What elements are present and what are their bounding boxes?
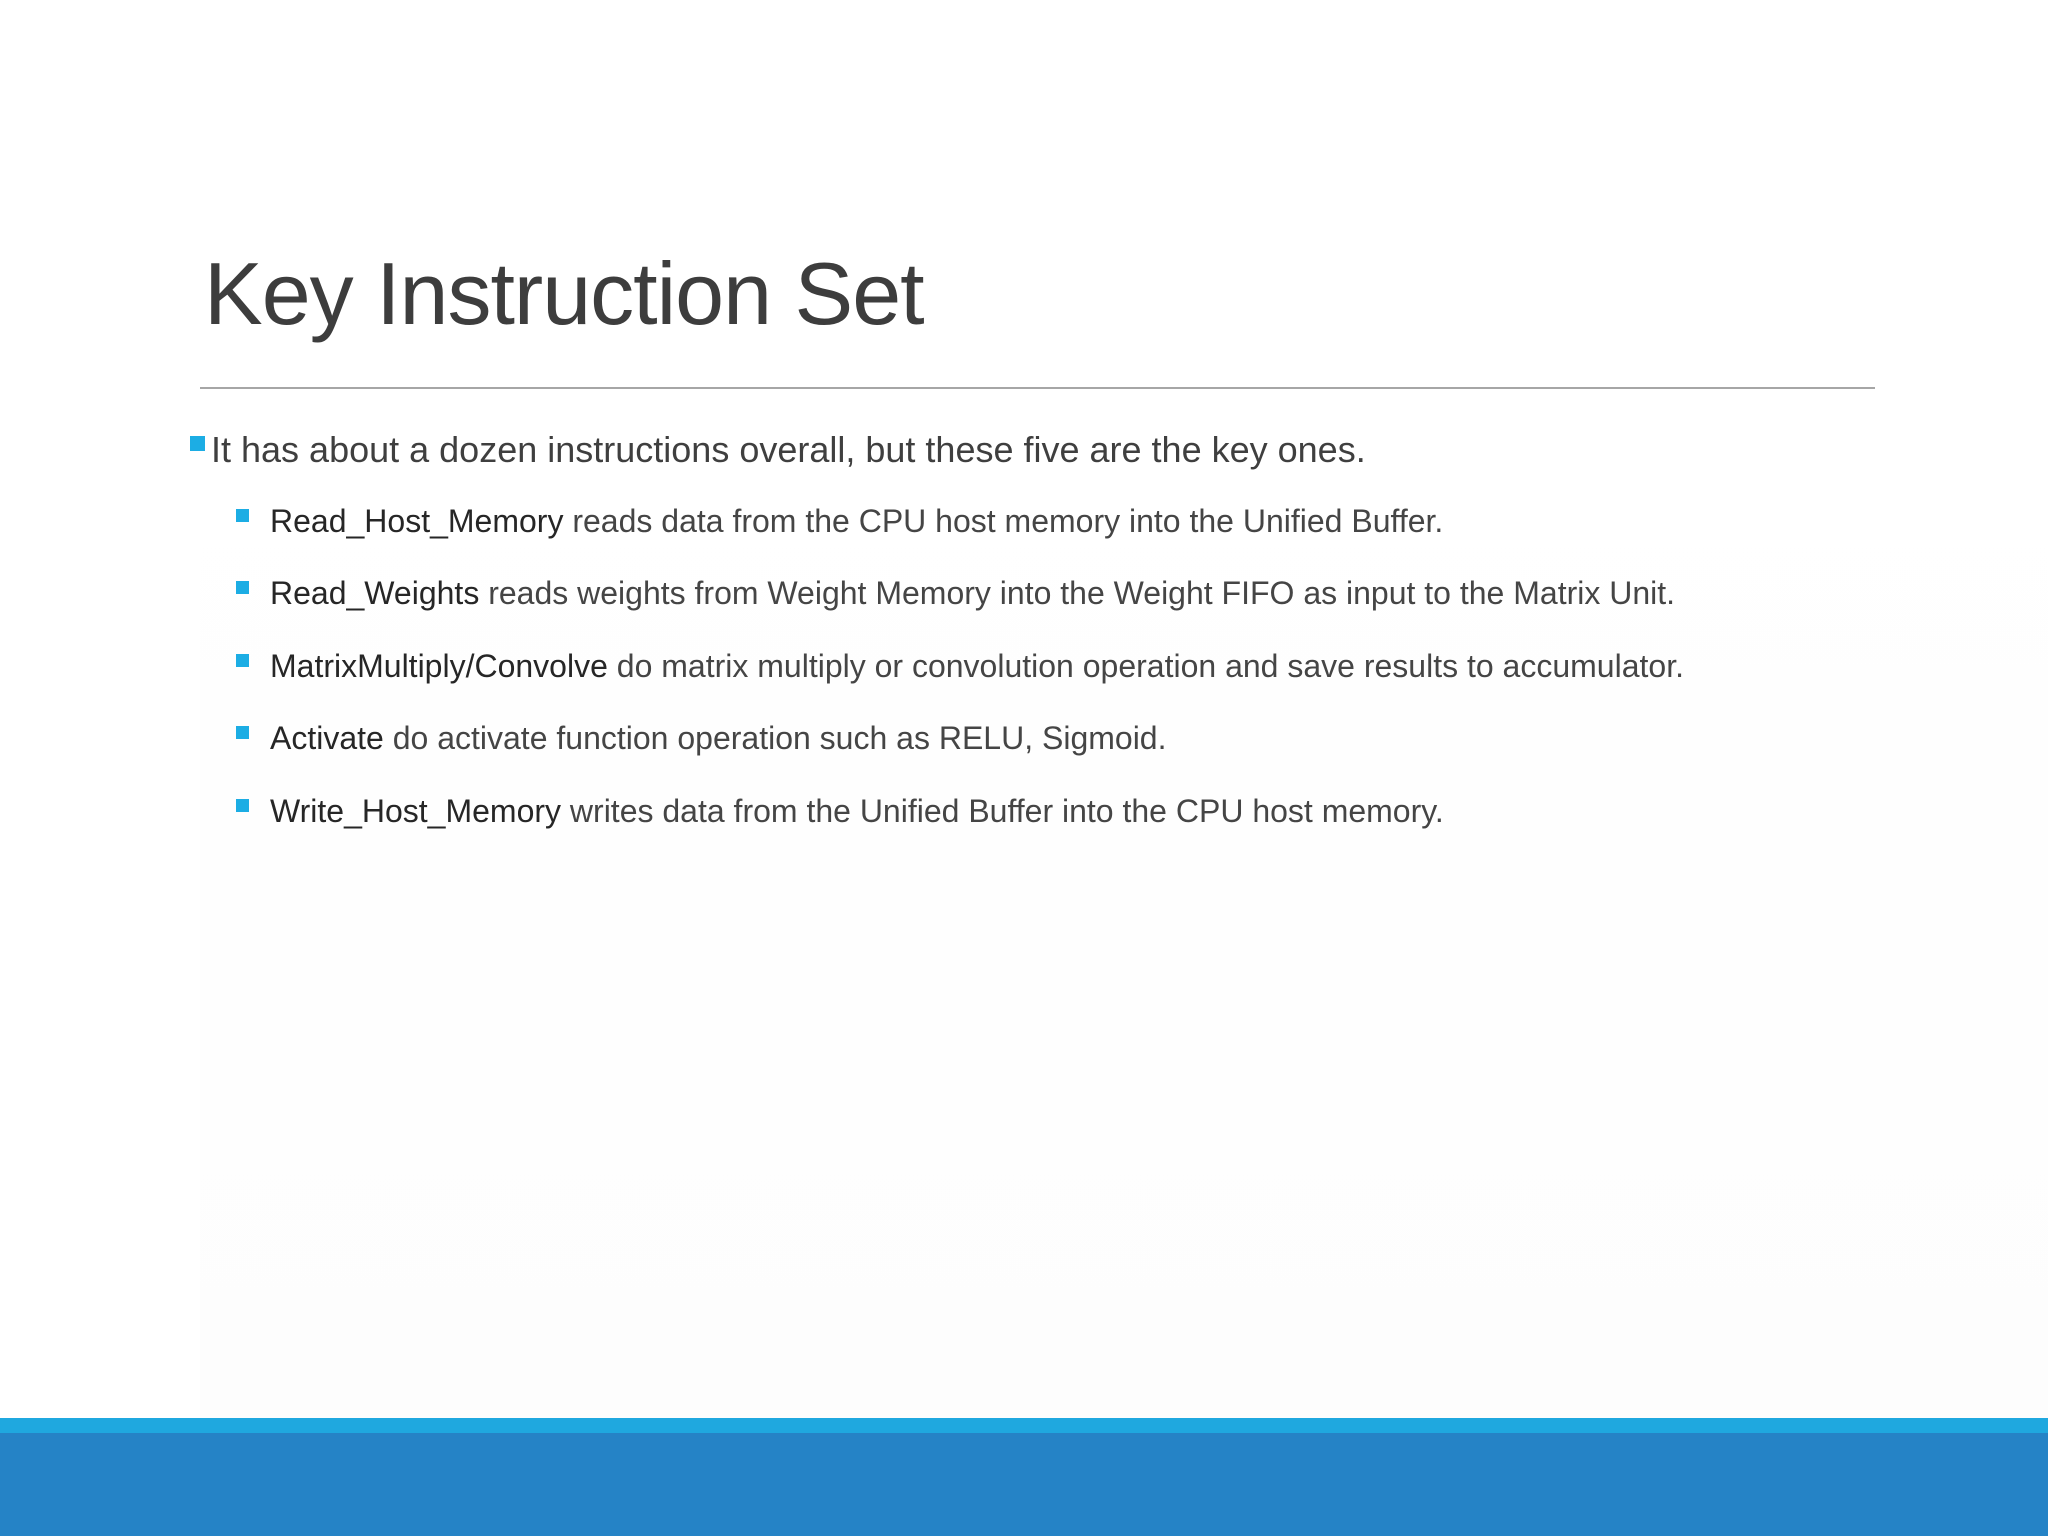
content-background [200,420,2048,1418]
instruction-name: Read_Weights [270,575,480,611]
instruction-name: MatrixMultiply/Convolve [270,648,608,684]
slide-title: Key Instruction Set [204,244,924,343]
instruction-name: Activate [270,720,384,756]
instruction-name: Write_Host_Memory [270,793,562,829]
title-divider [200,387,1875,389]
footer-band [0,1418,2048,1536]
footer-bar [0,1433,2048,1536]
instruction-name: Read_Host_Memory [270,503,564,539]
bullet-text: It has about a dozen instructions overall, but these five are the key ones. [211,429,1366,470]
footer-accent-stripe [0,1418,2048,1433]
instruction-description: do matrix multiply or convolution operation and save results to accumulator. [607,648,1684,684]
instruction-description: reads weights from Weight Memory into the Weight FIFO as input to the Matrix Unit. [479,575,1676,611]
instruction-description: reads data from the CPU host memory into the Unified Buffer. [563,503,1444,539]
instruction-description: do activate function operation such as RELU, Sigmoid. [383,720,1167,756]
instruction-description: writes data from the Unified Buffer into the CPU host memory. [561,793,1444,829]
